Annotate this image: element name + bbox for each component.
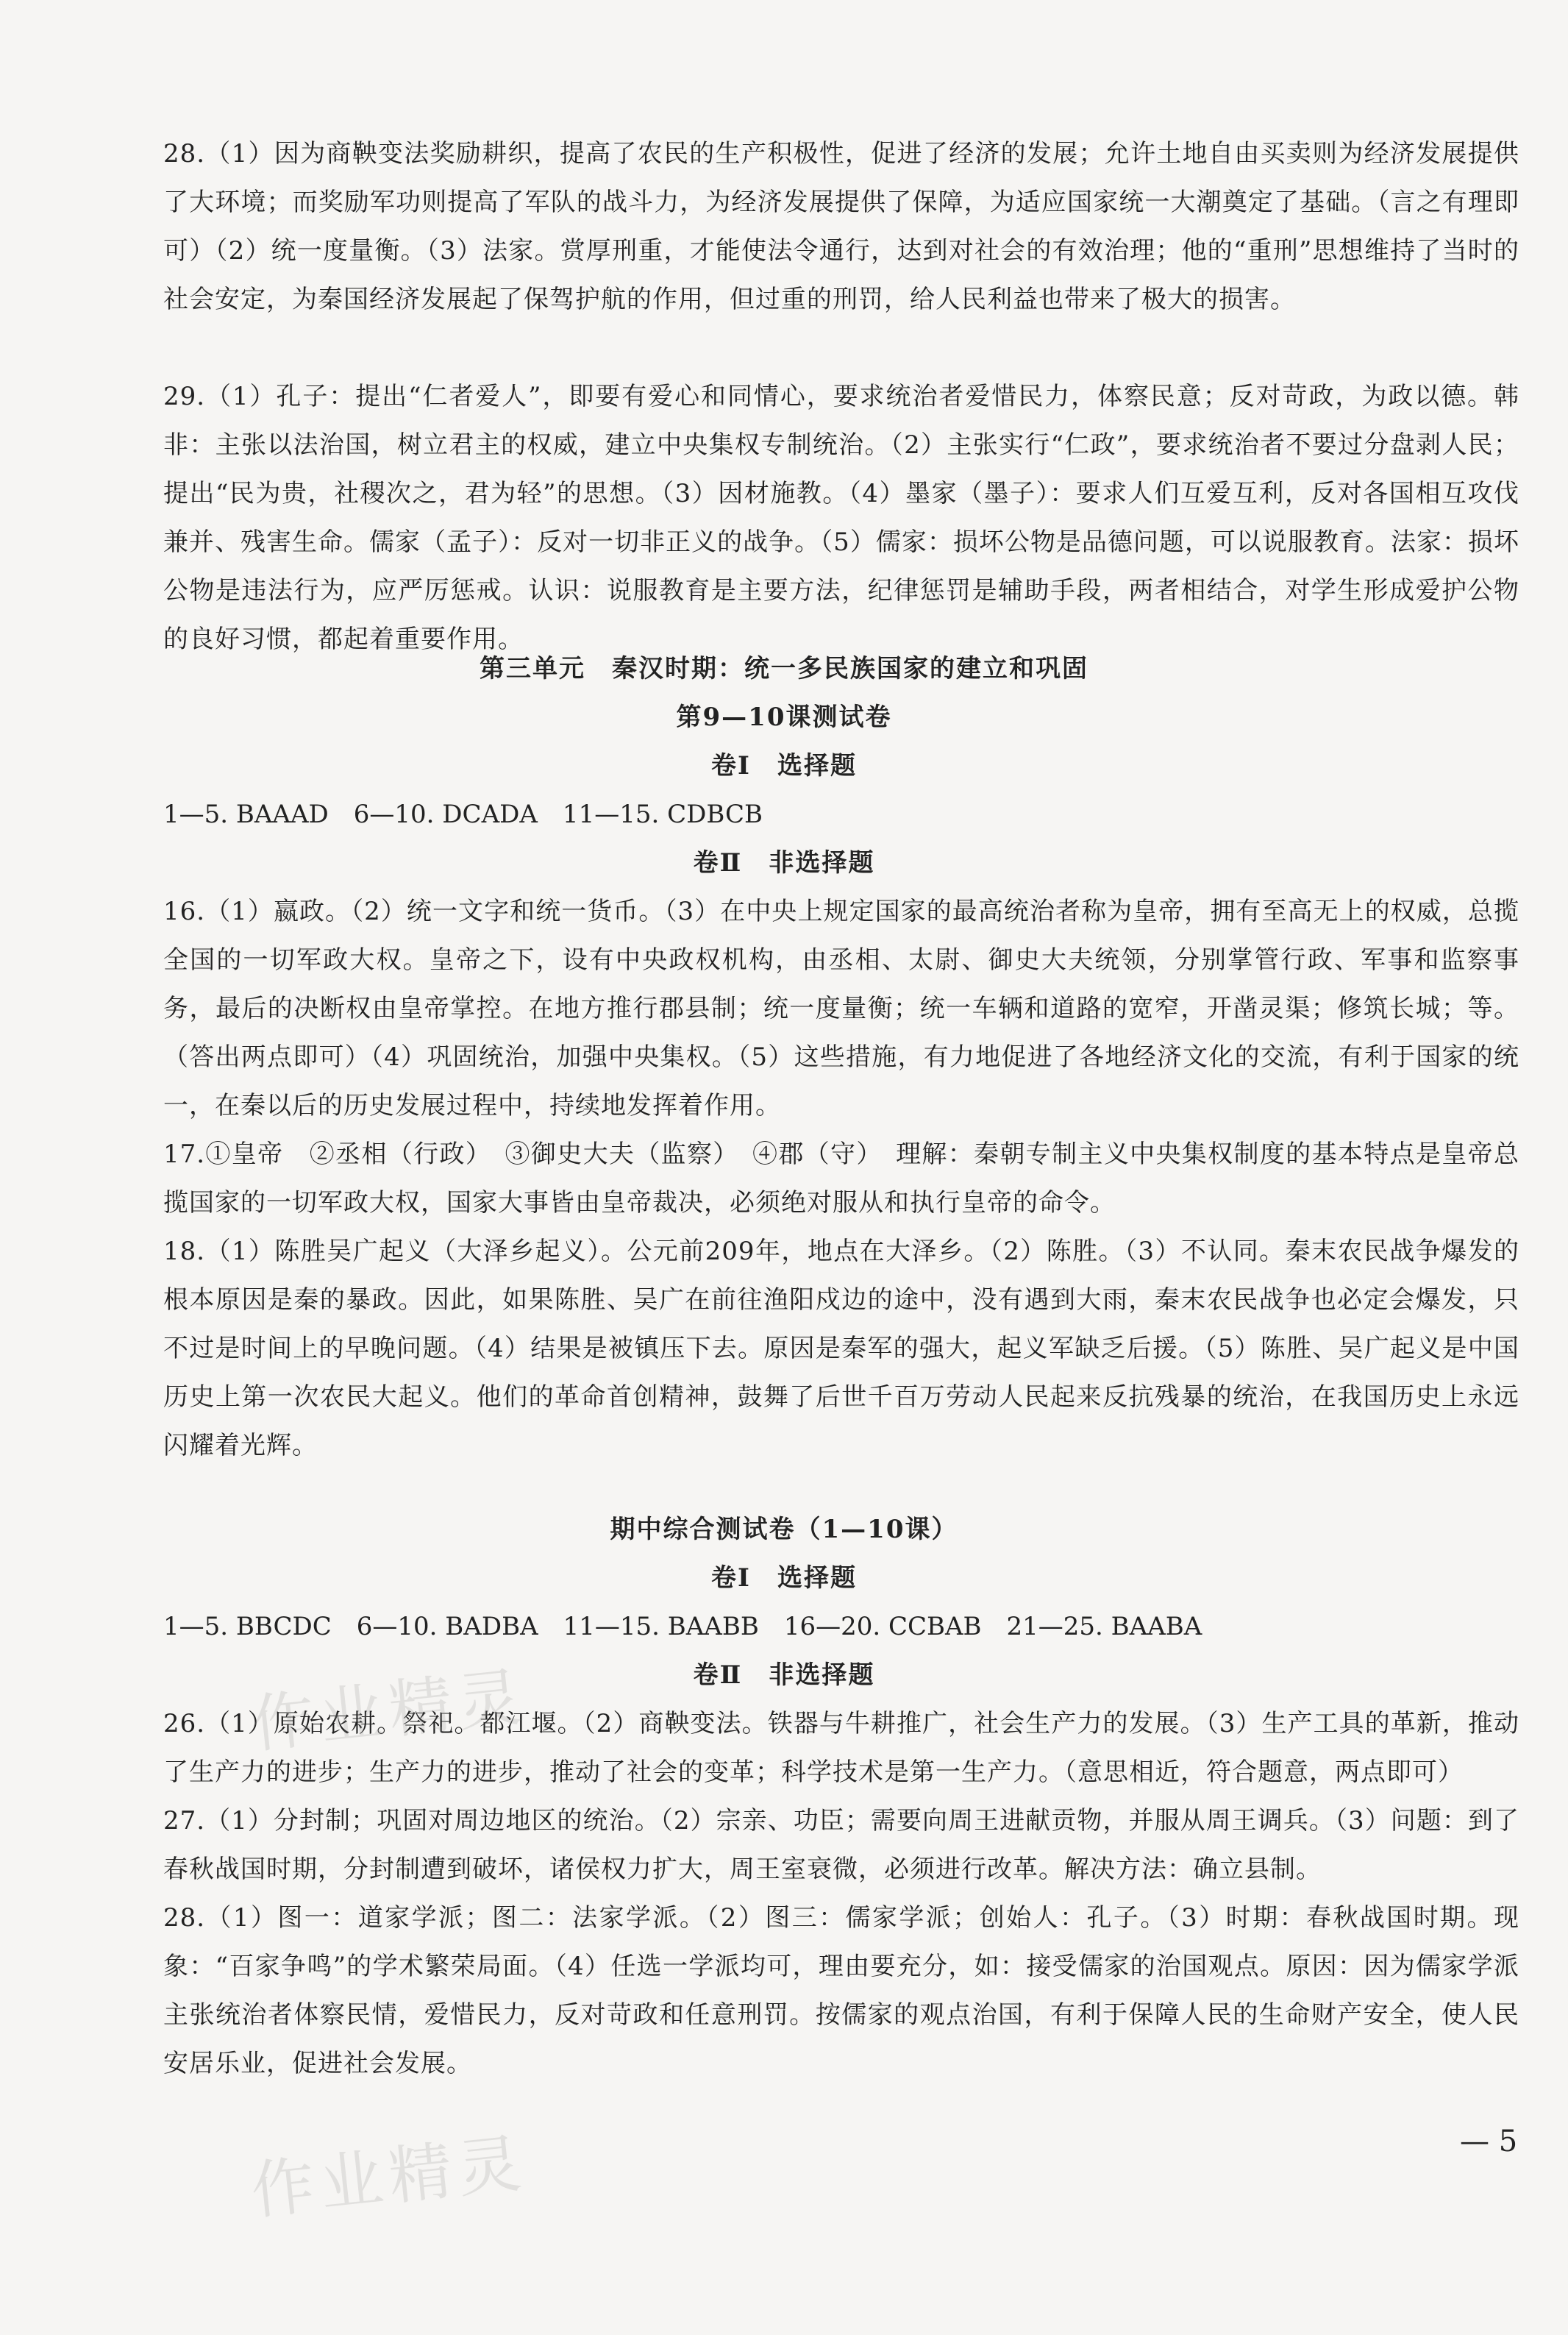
choice-answers-midterm: 1—5. BBCDC 6—10. BADBA 11—15. BAABB 16—20. CCBAB 21—25. BAABA bbox=[163, 1612, 1202, 1641]
choice-answers-9-10: 1—5. BAAAD 6—10. DCADA 11—15. CDBCB bbox=[163, 800, 763, 829]
page-number: — 5 bbox=[1460, 2125, 1518, 2158]
answer-29: 29.（1）孔子：提出“仁者爱人”，即要有爱心和同情心，要求统治者爱惜民力，体察民意；反对苛政，为政以德。韩非：主张以法治国，树立君主的权威，建立中央集权专制统治。（2）主张实行“仁政”，要求统治者不要过分盘剥人民；提出“民为贵，社稷次之，君为轻”的思想。（3）因材施教。（4）墨家（墨子）：要求人们互爱互利，反对各国相互攻伐兼并、残害生命。儒家（孟子）：反对一切非正义的战争。（5）儒家：损坏公物是品德问题，可以说服教育。法家：损坏公物是违法行为，应严厉惩戒。认识：说服教育是主要方法，纪律惩罚是辅助手段，两者相结合，对学生形成爱护公物的良好习惯，都起着重要作用。 bbox=[163, 382, 1519, 654]
watermark-logo: 作业精灵 bbox=[247, 2126, 531, 2229]
section-choice-heading: 卷Ⅰ 选择题 bbox=[711, 751, 857, 781]
answer-17: 17.①皇帝 ②丞相（行政） ③御史大夫（监察） ④郡（守） 理解：秦朝专制主义中央集权制度的基本特点是皇帝总揽国家的一切军政大权，国家大事皆由皇帝裁决，必须绝对服从和执行皇帝的命令。 bbox=[163, 1140, 1519, 1218]
midterm-nonchoice-heading: 卷Ⅱ 非选择题 bbox=[693, 1660, 875, 1690]
answer-27: 27.（1）分封制；巩固对周边地区的统治。（2）宗亲、功臣；需要向周王进献贡物，并服从周王调兵。（3）问题：到了春秋战国时期，分封制遭到破坏，诸侯权力扩大，周王室衰微，必须进行改革。解决方法：确立县制。 bbox=[163, 1806, 1519, 1884]
answer-28-second: 28.（1）图一：道家学派；图二：法家学派。（2）图三：儒家学派；创始人：孔子。（3）时期：春秋战国时期。现象：“百家争鸣”的学术繁荣局面。（4）任选一学派均可，理由要充分，如：接受儒家的治国观点。原因：因为儒家学派主张统治者体察民情，爱惜民力，反对苛政和任意刑罚。按儒家的观点治国，有利于保障人民的生命财产安全，使人民安居乐业，促进社会发展。 bbox=[163, 1903, 1519, 2078]
midterm-choice-heading: 卷Ⅰ 选择题 bbox=[711, 1563, 857, 1593]
watermark-logo: 作业精灵 bbox=[247, 1660, 531, 1763]
section-nonchoice-heading: 卷Ⅱ 非选择题 bbox=[693, 848, 875, 878]
answer-28-first: 28.（1）因为商鞅变法奖励耕织，提高了农民的生产积极性，促进了经济的发展；允许土地自由买卖则为经济发展提供了大环境；而奖励军功则提高了军队的战斗力，为经济发展提供了保障，为适应国家统一大潮奠定了基础。（言之有理即可）（2）统一度量衡。（3）法家。赏厚刑重，才能使法令通行，达到对社会的有效治理；他的“重刑”思想维持了当时的社会安定，为秦国经济发展起了保驾护航的作用，但过重的刑罚，给人民利益也带来了极大的损害。 bbox=[163, 139, 1519, 314]
test-title-9-10: 第9—10课测试卷 bbox=[676, 703, 892, 732]
midterm-test-title: 期中综合测试卷（1—10课） bbox=[610, 1515, 958, 1544]
answer-26: 26.（1）原始农耕。祭祀。都江堰。（2）商鞅变法。铁器与牛耕推广，社会生产力的发展。（3）生产工具的革新，推动了生产力的进步；生产力的进步，推动了社会的变革；科学技术是第一生产力。（意思相近，符合题意，两点即可） bbox=[163, 1709, 1519, 1787]
unit-heading: 第三单元 秦汉时期：统一多民族国家的建立和巩固 bbox=[480, 654, 1088, 683]
answer-16: 16.（1）嬴政。（2）统一文字和统一货币。（3）在中央上规定国家的最高统治者称为皇帝，拥有至高无上的权威，总揽全国的一切军政大权。皇帝之下，设有中央政权机构，由丞相、太尉、御史大夫统领，分别掌管行政、军事和监察事务，最后的决断权由皇帝掌控。在地方推行郡县制；统一度量衡；统一车辆和道路的宽窄，开凿灵渠；修筑长城；等。（答出两点即可）（4）巩固统治，加强中央集权。（5）这些措施，有力地促进了各地经济文化的交流，有利于国家的统一，在秦以后的历史发展过程中，持续地发挥着作用。 bbox=[163, 897, 1519, 1120]
answer-18: 18.（1）陈胜吴广起义（大泽乡起义）。公元前209年，地点在大泽乡。（2）陈胜。（3）不认同。秦末农民战争爆发的根本原因是秦的暴政。因此，如果陈胜、吴广在前往渔阳戍边的途中，没有遇到大雨，秦末农民战争也必定会爆发，只不过是时间上的早晚问题。（4）结果是被镇压下去。原因是秦军的强大，起义军缺乏后援。（5）陈胜、吴广起义是中国历史上第一次农民大起义。他们的革命首创精神，鼓舞了后世千百万劳动人民起来反抗残暴的统治，在我国历史上永远闪耀着光辉。 bbox=[163, 1237, 1519, 1460]
